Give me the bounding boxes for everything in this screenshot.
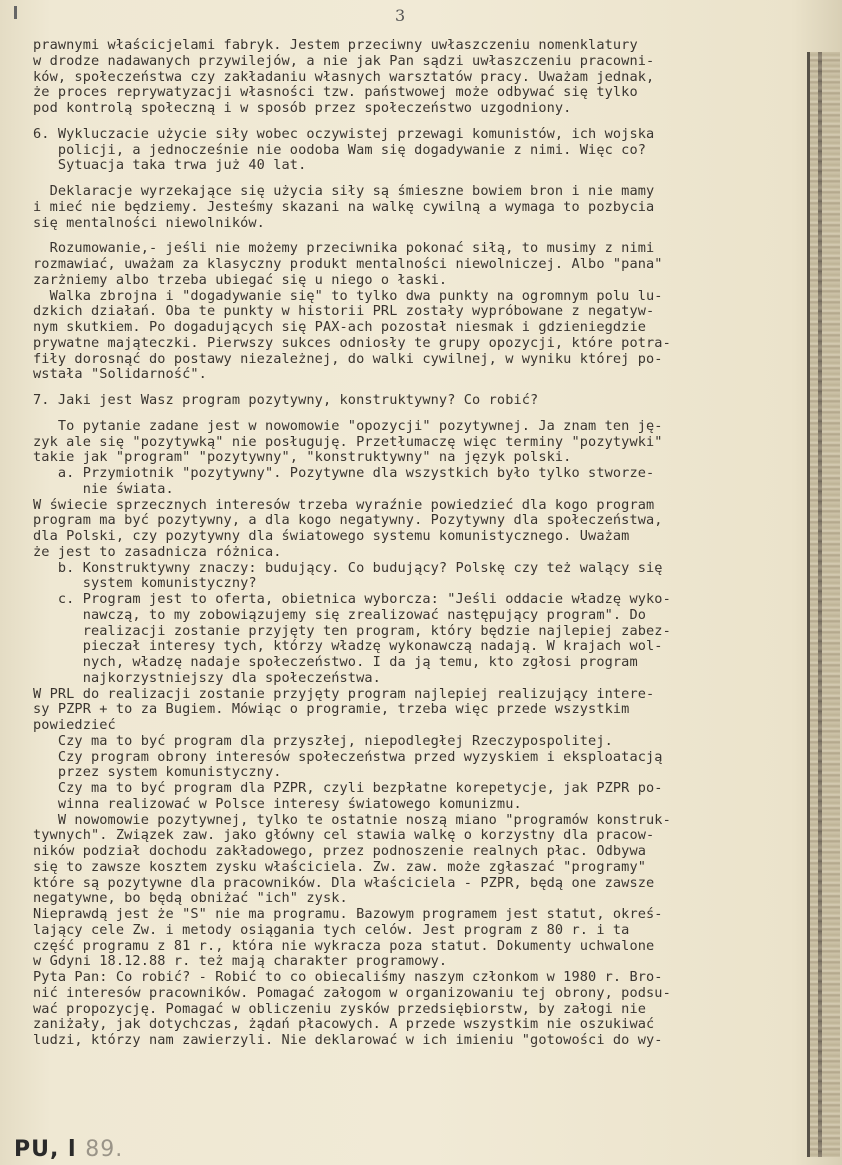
- text-line: dla Polski, czy pozytywny dla światowego systemu komunistycznego. Uważam: [33, 528, 630, 544]
- handwritten-note: [14, 1137, 123, 1162]
- question-7: [33, 393, 808, 409]
- text-line: 6. Wykluczacie użycie siły wobec oczywistej przewagi komunistów, ich wojska: [33, 125, 655, 142]
- text-line: Czy ma to być program dla przyszłej, niepodległej Rzeczypospolitej.: [33, 732, 613, 749]
- text-line: To pytanie zadane jest w nowomowie "opozycji" pozytywnej. Ja znam ten ję-: [33, 417, 663, 434]
- question-6: [33, 127, 808, 174]
- text-line: powiedzieć: [33, 717, 116, 733]
- text-line: w Gdyni 18.12.88 r. też mają charakter programowy.: [33, 953, 448, 970]
- text-line: i mieć nie będziemy. Jesteśmy skazani na walkę cywilną a wymaga to pozbycia: [33, 198, 655, 215]
- text-line: ków, społeczeństwa czy zakładaniu własnych warsztatów pracy. Uważam jednak,: [33, 68, 655, 85]
- text-line: ludzi, którzy nam zawierzyli. Nie deklarować w ich imieniu "gotowości do wy-: [33, 1032, 663, 1048]
- text-line: które są pozytywne dla pracowników. Dla właściciela - PZPR, będą one zawsze: [33, 874, 655, 891]
- binding-strip: [807, 52, 840, 1157]
- text-line: Pyta Pan: Co robić? - Robić to co obiecaliśmy naszym członkom w 1980 r. Bro-: [33, 969, 663, 985]
- text-line: się mentalności niewolników.: [33, 214, 265, 231]
- text-line: winna realizować w Polsce interesy światowego komunizmu.: [33, 795, 522, 812]
- text-line: rozmawiać, uważam za klasyczny produkt mentalności niewolniczej. Albo "pana": [33, 256, 663, 272]
- paragraph-intro: [33, 38, 808, 117]
- text-line: ników podział dochodu zakładowego, przez podnoszenie realnych płac. Odbywa: [33, 843, 647, 859]
- text-line: że jest to zasadnicza różnica.: [33, 543, 282, 560]
- text-line: nawczą, to my zobowiązujemy się zrealizować następujący program". Do: [33, 606, 647, 623]
- text-line: Sytuacja taka trwa już 40 lat.: [33, 157, 307, 174]
- text-line: W PRL do realizacji zostanie przyjęty program najlepiej realizujący intere-: [33, 685, 655, 702]
- text-line: program ma być pozytywny, a dla kogo negatywny. Pozytywny dla społeczeństwa,: [33, 512, 663, 529]
- text-line: zyk ale się "pozytywką" nie posługuję. Przetłumaczę więc terminy "pozytywki": [33, 433, 663, 450]
- text-line: 7. Jaki jest Wasz program pozytywny, konstruktywny? Co robić?: [33, 392, 539, 408]
- corner-mark: [14, 6, 17, 19]
- text-line: sy PZPR + to za Bugiem. Mówiąc o programie, trzeba więc przede wszystkim: [33, 701, 630, 718]
- text-line: Deklaracje wyrzekające się użycia siły są śmieszne bowiem bron i nie mamy: [33, 183, 655, 199]
- text-line: prywatne mająteczki. Pierwszy sukces odniosły te grupy opozycji, które potra-: [33, 334, 671, 351]
- handwritten-note-faded: 89.: [85, 1137, 124, 1162]
- text-line: część programu z 81 r., która nie wykracza poza statut. Dokumenty uchwalone: [33, 937, 655, 954]
- text-line: zarżniemy albo trzeba ubiegać się u niego o łaski.: [33, 271, 448, 288]
- answer-6-paragraph-2: [33, 241, 808, 383]
- text-line: system komunistyczny?: [33, 575, 257, 592]
- text-line: Czy ma to być program dla PZPR, czyli bezpłatne korepetycje, jak PZPR po-: [33, 780, 663, 796]
- page-number: 3: [395, 6, 406, 25]
- text-line: realizacji zostanie przyjęty ten program, który będzie najlepiej zabez-: [33, 622, 671, 639]
- text-line: Rozumowanie,- jeśli nie możemy przeciwnika pokonać siłą, to musimy z nimi: [33, 240, 655, 257]
- text-line: prawnymi właścicjelami fabryk. Jestem przeciwny uwłaszczeniu nomenklatury: [33, 37, 638, 53]
- text-line: fiły dorosnąć do postawy niezależnej, do walki cywilnej, w wyniku której po-: [33, 350, 663, 367]
- handwritten-note-text: PU, l: [14, 1137, 77, 1162]
- text-line: takie jak "program" "pozytywny", "konstruktywny" na język polski.: [33, 449, 572, 466]
- document-body: [33, 38, 808, 1049]
- text-line: dzkich działań. Oba te punkty w historii PRL zostały wypróbowane z negatyw-: [33, 303, 655, 320]
- text-line: zaniżały, jak dotychczas, żądań płacowych. A przede wszystkim nie oszukiwać: [33, 1016, 655, 1033]
- text-line: W świecie sprzecznych interesów trzeba wyraźnie powiedzieć dla kogo program: [33, 496, 655, 513]
- text-line: nić interesów pracowników. Pomagać załogom w organizowaniu tej obrony, podsu-: [33, 984, 671, 1001]
- text-line: policji, a jednocześnie nie oodoba Wam się dogadywanie z nimi. Więc co?: [33, 141, 647, 158]
- text-line: b. Konstruktywny znaczy: budujący. Co budujący? Polskę czy też walący się: [33, 559, 663, 576]
- text-line: nych, władzę nadaje społeczeństwo. I da ją temu, kto zgłosi program: [33, 654, 638, 670]
- text-line: przez system komunistyczny.: [33, 764, 282, 781]
- text-line: w drodze nadawanych przywilejów, a nie jak Pan sądzi uwłaszczeniu pracowni-: [33, 52, 655, 69]
- text-line: Nieprawdą jest że "S" nie ma programu. Bazowym programem jest statut, okreś-: [33, 906, 663, 922]
- text-line: że proces reprywatyzacji własności tzw. państwowej może odbywać się tylko: [33, 84, 638, 101]
- text-line: a. Przymiotnik "pozytywny". Pozytywne dla wszystkich było tylko stworze-: [33, 465, 655, 481]
- text-line: negatywne, bo będą obniżać "ich" zysk.: [33, 890, 348, 907]
- text-line: nie świata.: [33, 480, 174, 497]
- answer-7: [33, 419, 808, 1049]
- text-line: nym skutkiem. Po dogadujących się PAX-ach pozostał niesmak i gdzieniegdzie: [33, 319, 647, 335]
- text-line: się to zawsze kosztem zysku właściciela. Zw. zaw. może zgłaszać "programy": [33, 858, 647, 875]
- text-line: tywnych". Związek zaw. jako główny cel stawia walkę o korzystny dla pracow-: [33, 827, 655, 844]
- text-line: pod kontrolą społeczną i w sposób przez społeczeństwo uzgodniony.: [33, 100, 572, 116]
- text-line: pieczał interesy tych, którzy władzę wykonawczą nadają. W krajach wol-: [33, 638, 663, 655]
- text-line: Walka zbrojna i "dogadywanie się" to tylko dwa punkty na ogromnym polu lu-: [33, 287, 663, 304]
- text-line: lający cele Zw. i metody osiągania tych celów. Jest program z 80 r. i ta: [33, 921, 630, 938]
- text-line: wać propozycję. Pomagać w obliczeniu zysków przedsiębiorstw, by załogi nie: [33, 1000, 647, 1017]
- text-line: wstała "Solidarność".: [33, 366, 207, 383]
- text-line: Czy program obrony interesów społeczeństwa przed wyzyskiem i eksploatacją: [33, 748, 663, 765]
- text-line: W nowomowie pozytywnej, tylko te ostatnie noszą miano "programów konstruk-: [33, 811, 671, 828]
- text-line: c. Program jest to oferta, obietnica wyborcza: "Jeśli oddacie władzę wyko-: [33, 591, 671, 607]
- text-line: najkorzystniejszy dla społeczeństwa.: [33, 669, 381, 686]
- answer-6-paragraph-1: [33, 184, 808, 231]
